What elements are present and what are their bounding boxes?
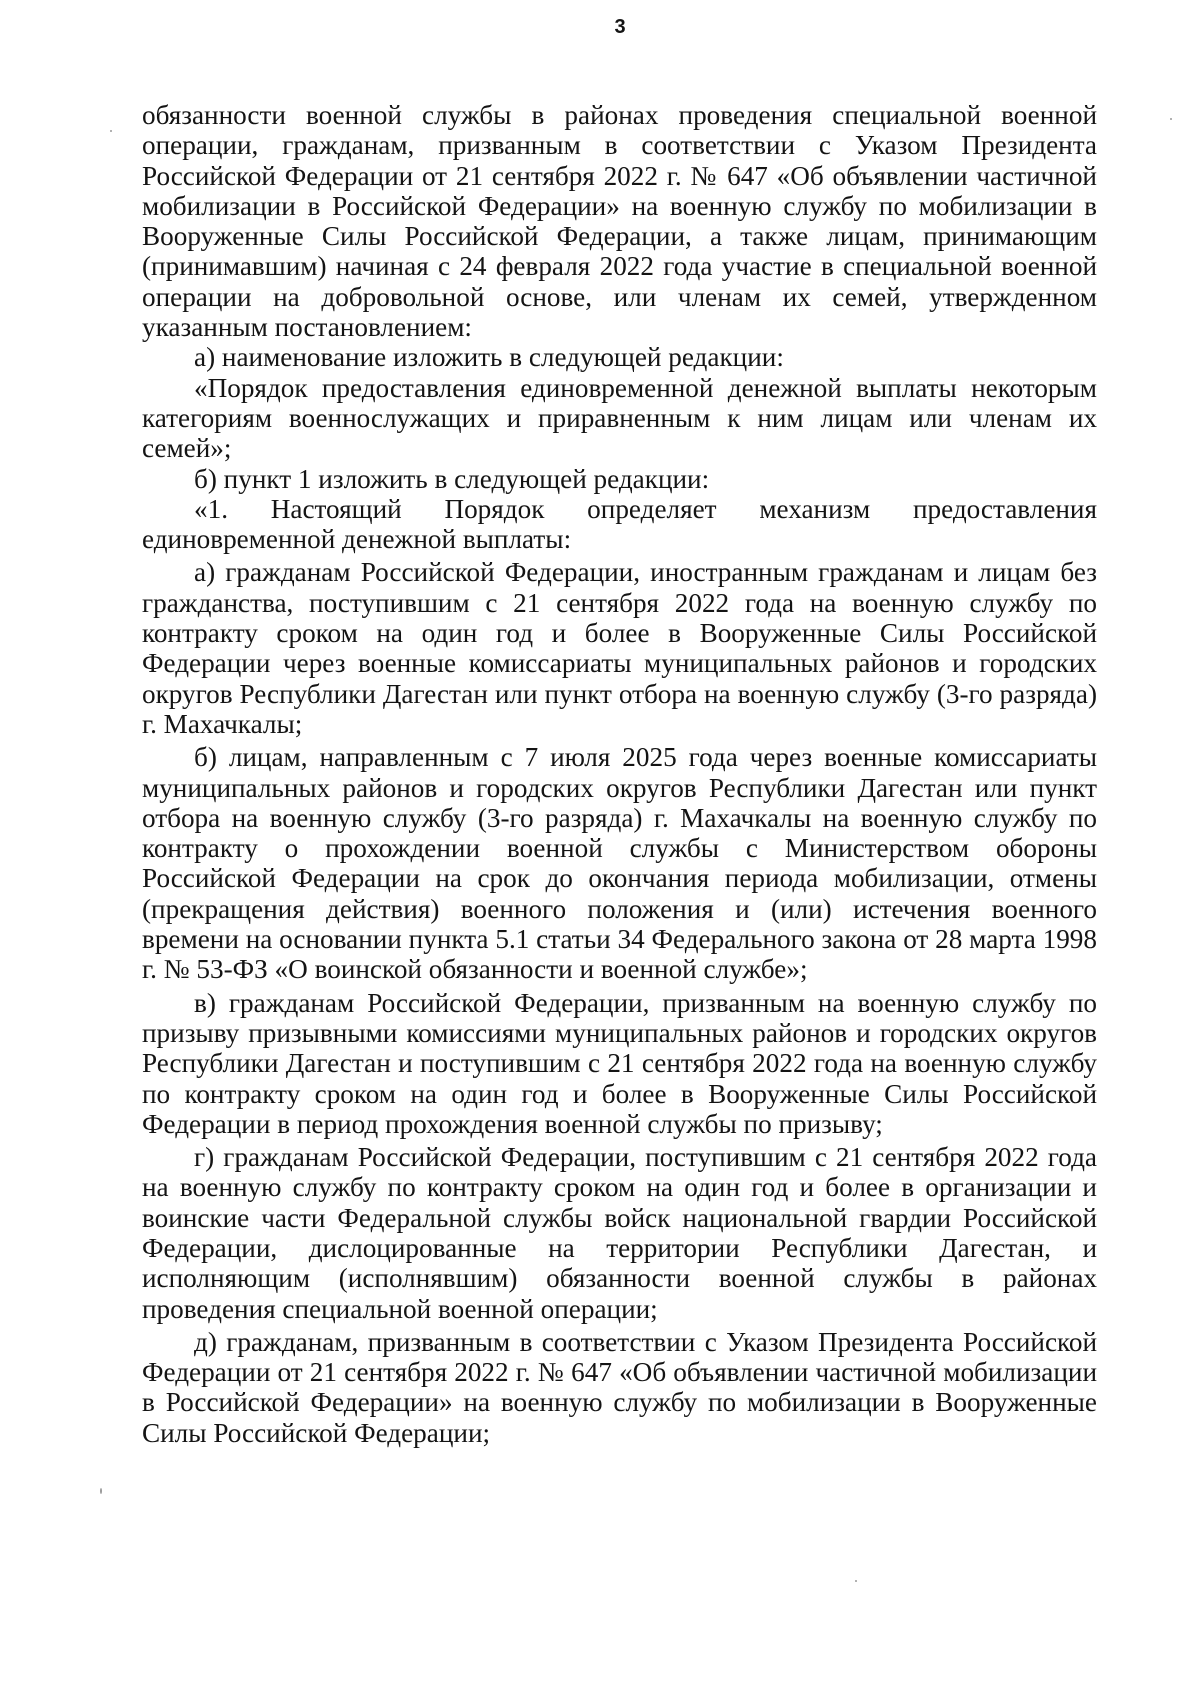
page-number: 3: [614, 16, 626, 38]
scan-speck: [100, 1488, 102, 1494]
scan-speck: [855, 1580, 857, 1582]
scan-speck: [110, 130, 112, 132]
paragraph-subpoint-g: г) гражданам Российской Федерации, поступившим с 21 сентября 2022 года на военную службу по контракту сроком на один год и более в организации и воинские части Федеральной службы войск национальной гвардии Российской Федерации, дислоцированные на территории Республики Дагестан, и исполняющим (исполнявшим) обязанности военной службы в районах проведения специальной военной операции;: [142, 1142, 1097, 1324]
paragraph-new-title-quote: «Порядок предоставления единовременной денежной выплаты некоторым категориям военнослужащих и приравненным к ним лицам или членам их семей»;: [142, 372, 1097, 464]
paragraph-item-b-point-1: б) пункт 1 изложить в следующей редакции:: [194, 463, 710, 494]
scan-speck: [1170, 118, 1172, 120]
paragraph-point-1-intro: «1. Настоящий Порядок определяет механизм предоставления единовременной денежной выплаты:: [142, 493, 1097, 555]
paragraph-subpoint-b: б) лицам, направленным с 7 июля 2025 года через военные комиссариаты муниципальных районов и городских округов Республики Дагестан или пункт отбора на военную службу (3-го разряда) г. Махачкалы на военную службу по контракту о прохождении военной службы с Министерством обороны Российской Федерации на срок до окончания периода мобилизации, отмены (прекращения действия) военного положения и (или) истечения военного времени на основании пункта 5.1 статьи 34 Федерального закона от 28 марта 1998 г. № 53-ФЗ «О воинской обязанности и военной службе»;: [142, 742, 1097, 985]
paragraph-continuation: обязанности военной службы в районах проведения специальной военной операции, гражданам, призванным в соответствии с Указом Президента Российской Федерации от 21 сентября 2022 г. № 647 «Об объявлении частичной мобилизации в Российской Федерации» на военную службу по мобилизации в Вооруженные Силы Российской Федерации, а также лицам, принимающим (принимавшим) начиная с 24 февраля 2022 года участие в специальной военной операции на добровольной основе, или членам их семей, утвержденном указанным постановлением:: [142, 100, 1097, 343]
paragraph-subpoint-d: д) гражданам, призванным в соответствии с Указом Президента Российской Федерации от 21 сентября 2022 г. № 647 «Об объявлении частичной мобилизации в Российской Федерации» на военную службу по мобилизации в Вооруженные Силы Российской Федерации;: [142, 1326, 1097, 1448]
paragraph-subpoint-a: а) гражданам Российской Федерации, иностранным гражданам и лицам без гражданства, поступившим с 21 сентября 2022 года на военную службу по контракту сроком на один год и более в Вооруженные Силы Российской Федерации через военные комиссариаты муниципальных районов и городских округов Республики Дагестан или пункт отбора на военную службу (3-го разряда) г. Махачкалы;: [142, 557, 1097, 739]
document-body: [142, 100, 1097, 1448]
paragraph-item-a-title: а) наименование изложить в следующей редакции:: [194, 342, 784, 373]
paragraph-subpoint-v: в) гражданам Российской Федерации, призванным на военную службу по призыву призывными комиссиями муниципальных районов и городских округов Республики Дагестан и поступившим с 21 сентября 2022 года на военную службу по контракту сроком на один год и более в Вооруженные Силы Российской Федерации в период прохождения военной службы по призыву;: [142, 987, 1097, 1139]
